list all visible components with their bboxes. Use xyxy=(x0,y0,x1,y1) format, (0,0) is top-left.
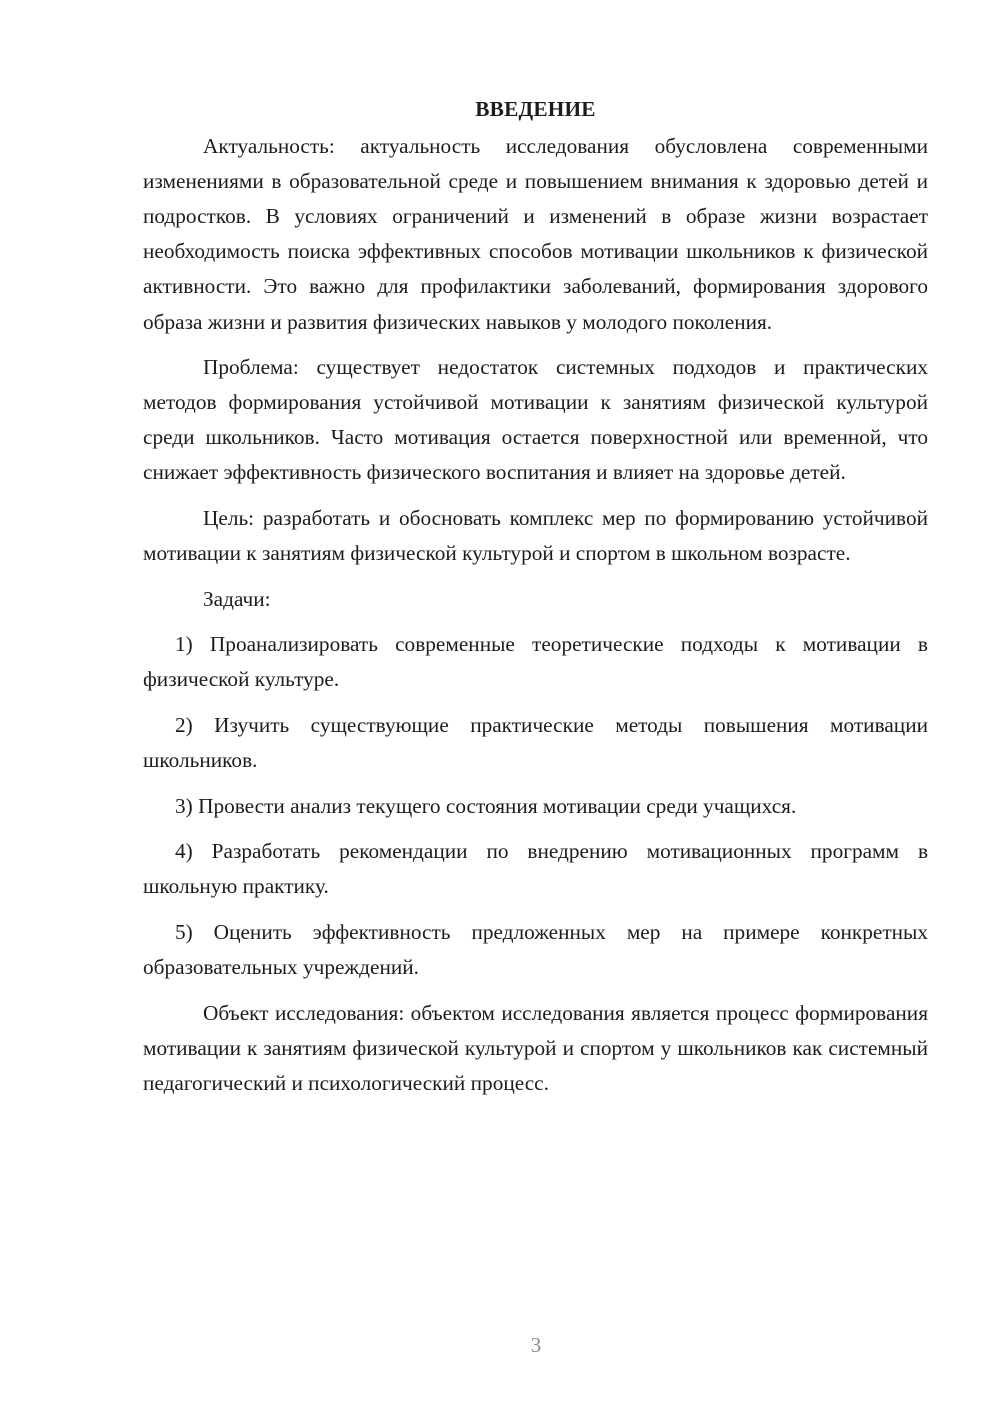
task-item-2: 2) Изучить существующие практические методы повышения мотивации школьников. xyxy=(143,713,928,773)
task-item-5: 5) Оценить эффективность предложенных мер на примере конкретных образовательных учреждений. xyxy=(143,919,928,980)
page-number: 3 xyxy=(530,1333,542,1357)
tasks-label: Задачи: xyxy=(203,586,271,611)
problem-paragraph: Проблема: существует недостаток системных подходов и практических методов формирования устойчивой мотивации к занятиям физической культурой среди школьников. Часто мотивация остается поверхностной или временной, что снижает эффективность физического воспитания и влияет на здоровье детей. xyxy=(143,355,928,485)
task-item-1: 1) Проанализировать современные теоретические подходы к мотивации в физической культуре. xyxy=(143,632,928,692)
document-page xyxy=(143,92,928,1111)
page-title: ВВЕДЕНИЕ xyxy=(475,97,596,121)
object-paragraph: Объект исследования: объектом исследования является процесс формирования мотивации к занятиям физической культурой и спортом у школьников как системный педагогический и психологический процесс. xyxy=(143,1000,928,1095)
goal-paragraph: Цель: разработать и обосновать комплекс мер по формированию устойчивой мотивации к занятиям физической культурой и спортом в школьном возрасте. xyxy=(143,506,928,566)
relevance-paragraph: Актуальность: актуальность исследования обусловлена современными изменениями в образовательной среде и повышением внимания к здоровью детей и подростков. В условиях ограничений и изменений в образе жизни возрастает необходимость поиска эффективных способов мотивации школьников к физической активности. Это важно для профилактики заболеваний, формирования здорового образа жизни и развития физических навыков у молодого поколения. xyxy=(143,134,928,334)
task-item-4: 4) Разработать рекомендации по внедрению мотивационных программ в школьную практику. xyxy=(143,839,928,899)
task-item-3: 3) Провести анализ текущего состояния мотивации среди учащихся. xyxy=(175,793,797,818)
